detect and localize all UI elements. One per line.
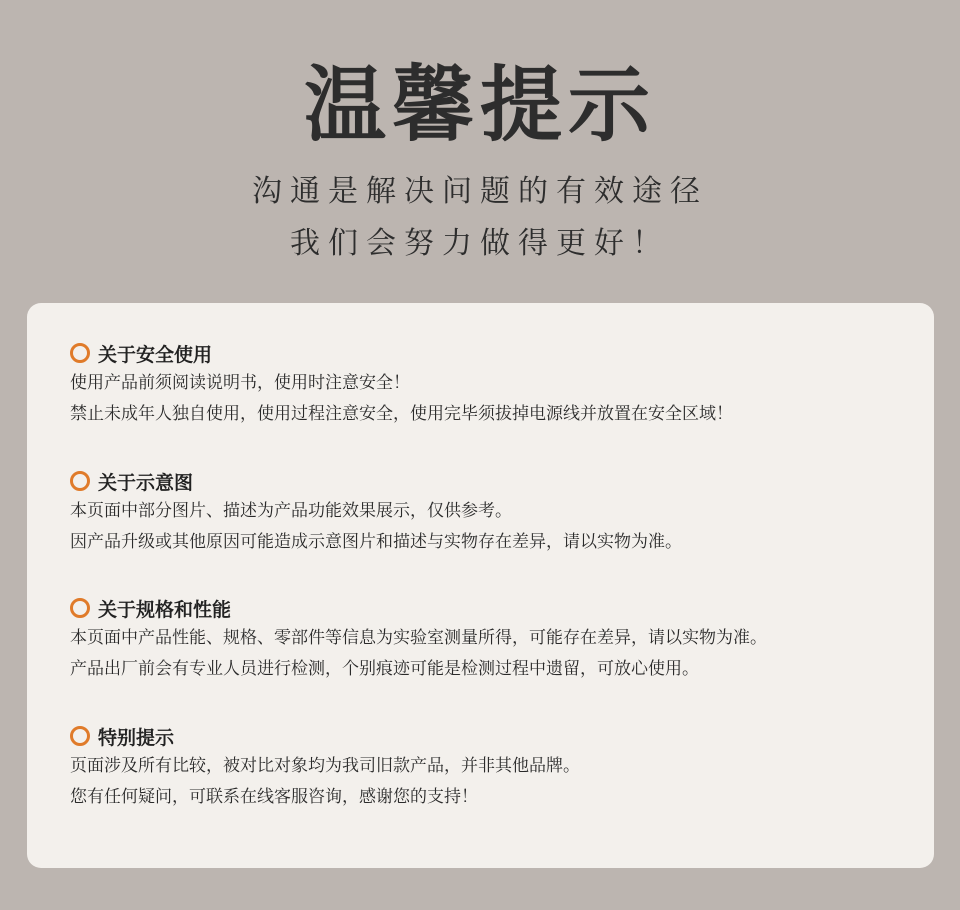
section-line: 产品出厂前会有专业人员进行检测，个别痕迹可能是检测过程中遗留，可放心使用。 <box>70 659 699 679</box>
section-title: 关于规格和性能 <box>98 598 232 621</box>
section-header <box>70 466 920 496</box>
section-title: 关于示意图 <box>98 471 194 494</box>
section-header <box>70 338 920 368</box>
section-line: 本页面中产品性能、规格、零部件等信息为实验室测量所得，可能存在差异，请以实物为准。 <box>70 628 767 648</box>
circle-outline-icon <box>70 726 90 746</box>
section-line: 因产品升级或其他原因可能造成示意图片和描述与实物存在差异，请以实物为准。 <box>70 532 682 552</box>
circle-outline-icon <box>70 343 90 363</box>
circle-outline-icon <box>70 471 90 491</box>
section-illustration <box>70 466 920 558</box>
section-header <box>70 593 920 623</box>
subtitle-line-1: 沟通是解决问题的有效途径 <box>252 174 708 209</box>
section-line: 本页面中部分图片、描述为产品功能效果展示，仅供参考。 <box>70 501 512 521</box>
section-safety <box>70 338 920 430</box>
section-specs <box>70 593 920 685</box>
section-line: 页面涉及所有比较，被对比对象均为我司旧款产品，并非其他品牌。 <box>70 756 580 776</box>
section-special <box>70 721 920 813</box>
section-title: 特别提示 <box>98 726 175 749</box>
page-title: 温馨提示 <box>303 58 656 153</box>
section-line: 您有任何疑问，可联系在线客服咨询，感谢您的支持！ <box>70 787 478 807</box>
section-title: 关于安全使用 <box>98 343 213 366</box>
section-line: 使用产品前须阅读说明书，使用时注意安全！ <box>70 373 410 393</box>
section-line: 禁止未成年人独自使用，使用过程注意安全，使用完毕须拔掉电源线并放置在安全区域！ <box>70 404 733 424</box>
circle-outline-icon <box>70 598 90 618</box>
section-header <box>70 721 920 751</box>
notice-card <box>27 303 934 868</box>
subtitle-line-2: 我们会努力做得更好！ <box>290 226 670 261</box>
